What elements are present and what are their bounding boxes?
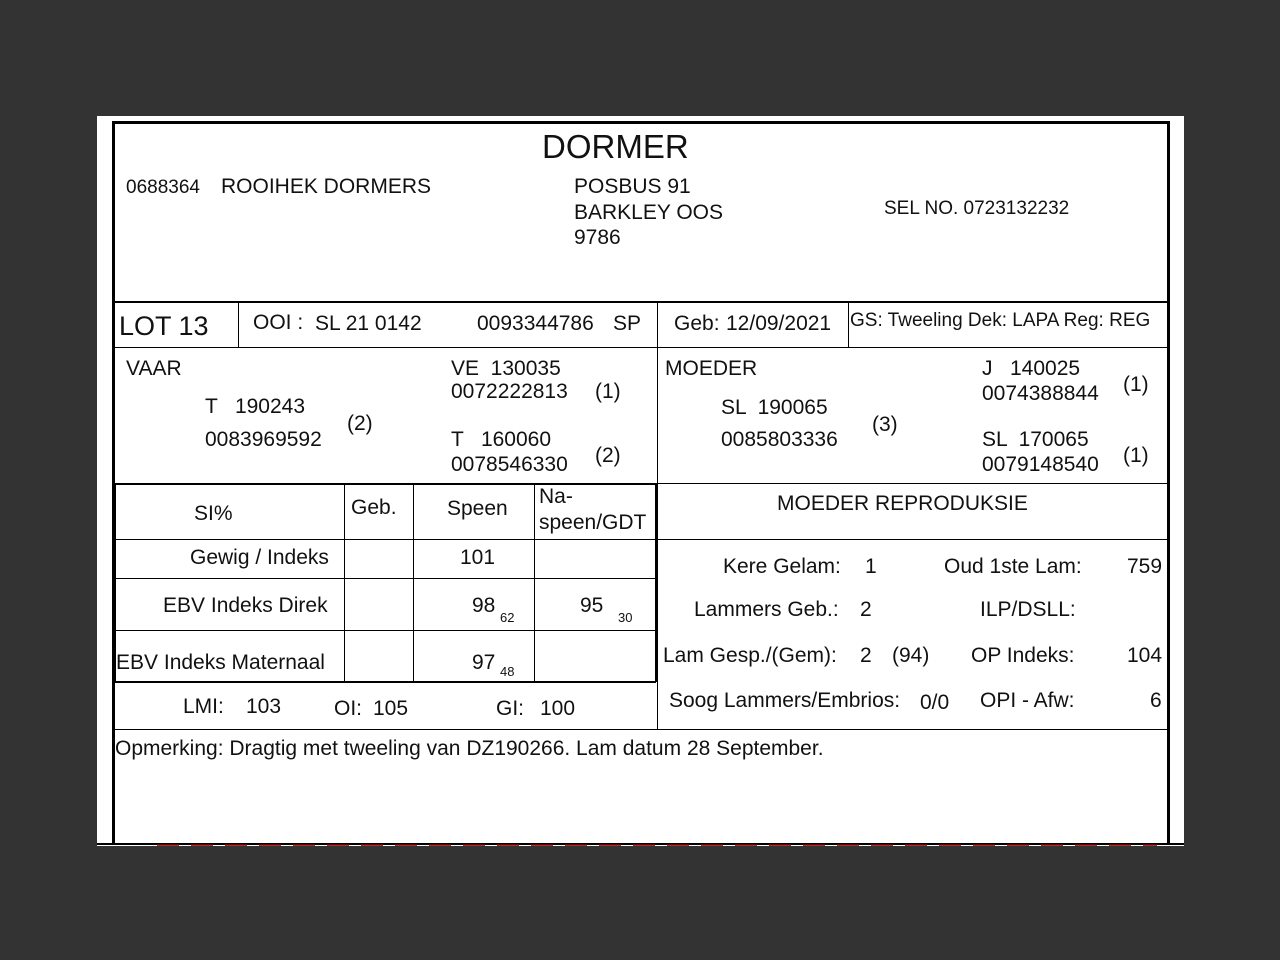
sire-label: VAAR	[126, 357, 182, 380]
tag-number: 0093344786	[477, 312, 594, 335]
cut-off-red-text	[157, 844, 1157, 846]
dam-sire-id: J 140025	[982, 357, 1081, 380]
divider	[112, 630, 656, 631]
divider	[413, 484, 414, 682]
oud-value: 759	[1127, 555, 1163, 578]
speen-accuracy: 62	[500, 610, 515, 625]
lmi-value: 103	[246, 695, 282, 718]
speen-value: 101	[460, 546, 496, 569]
kere-value: 1	[865, 555, 877, 578]
oi-label: OI:	[334, 697, 363, 720]
sire-sire-number: 0072222813	[451, 380, 568, 403]
phone-number: SEL NO. 0723132232	[884, 198, 1070, 219]
lammers-label: Lammers Geb.:	[694, 598, 839, 621]
divider	[112, 578, 656, 579]
dam-code: (3)	[872, 413, 898, 436]
header-speen: Speen	[447, 497, 508, 520]
divider	[657, 302, 658, 729]
speen-accuracy: 48	[500, 664, 515, 679]
dam-dam-number: 0079148540	[982, 453, 1099, 476]
sire-sire-code: (1)	[595, 380, 621, 403]
sire-dam-code: (2)	[595, 444, 621, 467]
gi-value: 100	[540, 697, 576, 720]
divider	[112, 729, 1170, 730]
divider	[238, 302, 239, 347]
owner-number: 0688364	[126, 177, 200, 198]
kere-label: Kere Gelam:	[723, 555, 841, 578]
sire-code: (2)	[347, 412, 373, 435]
dam-id: SL 190065	[721, 396, 828, 419]
divider	[655, 484, 657, 682]
header-naspeen: Na-	[539, 485, 573, 508]
divider	[112, 539, 656, 540]
address-line: 9786	[574, 226, 621, 249]
dam-number: 0085803336	[721, 428, 838, 451]
ewe-id: SL 21 0142	[315, 312, 422, 335]
lot-info: GS: Tweeling Dek: LAPA Reg: REG	[850, 310, 1151, 331]
sire-dam-id: T 160060	[451, 428, 552, 451]
dam-label: MOEDER	[665, 357, 758, 380]
sire-dam-number: 0078546330	[451, 453, 568, 476]
oud-label: Oud 1ste Lam:	[944, 555, 1082, 578]
speen-value: 98	[472, 594, 496, 617]
header-naspeen-gdt: speen/GDT	[539, 511, 647, 534]
remark: Opmerking: Dragtig met tweeling van DZ190266. Lam datum 28 September.	[115, 737, 824, 760]
soog-label: Soog Lammers/Embrios:	[669, 689, 901, 712]
opi-label: OPI - Afw:	[980, 689, 1075, 712]
reproduction-title: MOEDER REPRODUKSIE	[777, 492, 1028, 515]
lmi-label: LMI:	[183, 695, 224, 718]
divider	[112, 301, 1170, 303]
gesp-value: 2	[860, 644, 872, 667]
divider	[112, 681, 656, 683]
gem-value: (94)	[892, 644, 930, 667]
card-frame	[112, 121, 1170, 843]
dam-sire-code: (1)	[1123, 373, 1149, 396]
breed-title: DORMER	[542, 128, 689, 165]
divider	[534, 484, 535, 682]
owner-name: ROOIHEK DORMERS	[221, 175, 432, 198]
opi-value: 6	[1150, 689, 1162, 712]
speen-value: 97	[472, 651, 496, 674]
row-label-direk: EBV Indeks Direk	[163, 594, 328, 617]
ilp-label: ILP/DSLL:	[980, 598, 1076, 621]
divider	[112, 483, 656, 485]
divider	[656, 539, 1170, 540]
dam-sire-number: 0074388844	[982, 382, 1099, 405]
gi-label: GI:	[496, 697, 525, 720]
lammers-value: 2	[860, 598, 872, 621]
row-label-gewig: Gewig / Indeks	[190, 546, 329, 569]
op-value: 104	[1127, 644, 1163, 667]
sire-sire-id: VE 130035	[451, 357, 561, 380]
address-line: BARKLEY OOS	[574, 201, 724, 224]
birth-label: Geb:	[674, 312, 720, 335]
lot-number: LOT 13	[119, 311, 209, 341]
header-geb: Geb.	[351, 496, 397, 519]
tag-suffix: SP	[613, 312, 642, 335]
soog-value: 0/0	[920, 691, 950, 714]
gesp-label: Lam Gesp./(Gem):	[663, 644, 837, 667]
address-line: POSBUS 91	[574, 175, 691, 198]
op-label: OP Indeks:	[971, 644, 1075, 667]
dam-dam-code: (1)	[1123, 444, 1149, 467]
divider	[848, 302, 849, 347]
divider	[112, 347, 1170, 348]
naspeen-value: 95	[580, 594, 604, 617]
dam-dam-id: SL 170065	[982, 428, 1089, 451]
birth-date: 12/09/2021	[726, 312, 832, 335]
oi-value: 105	[373, 697, 409, 720]
divider	[656, 483, 1170, 484]
header-si: SI%	[194, 502, 233, 525]
naspeen-accuracy: 30	[618, 610, 633, 625]
sire-id: T 190243	[205, 395, 306, 418]
divider	[344, 484, 345, 682]
sire-number: 0083969592	[205, 428, 322, 451]
row-label-maternaal: EBV Indeks Maternaal	[116, 651, 325, 674]
lot-card	[97, 116, 1184, 846]
ewe-prefix: OOI :	[253, 311, 304, 334]
